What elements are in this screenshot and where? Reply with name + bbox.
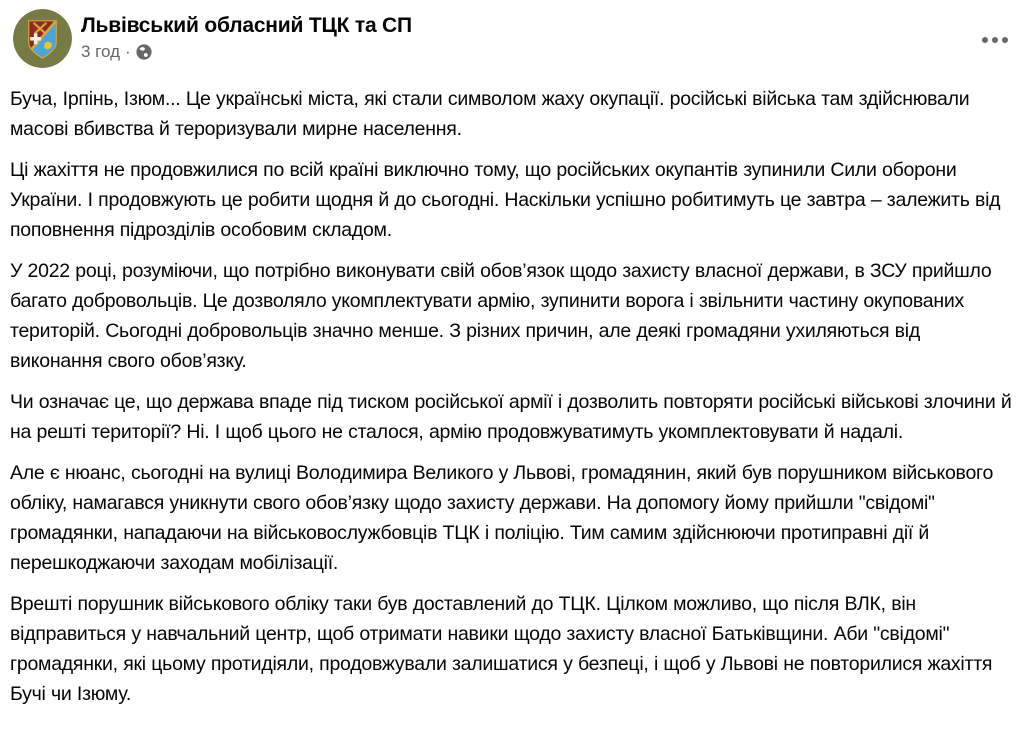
ellipsis-icon <box>982 37 988 43</box>
header-text <box>81 9 412 62</box>
post-text <box>0 80 1021 709</box>
timestamp-link[interactable]: 3 год <box>81 42 121 61</box>
page-name-link[interactable]: Львівський обласний ТЦК та СП <box>81 14 412 37</box>
post-paragraph: У 2022 році, розуміючи, що потрібно виконувати свій обов’язок щодо захисту власної держави, в ЗСУ прийшло багато добровольців. Це дозволяло укомплектувати армію, зупинити ворога і звільнити частину окупованих територій. Сьогодні добровольців значно менше. З різних причин, але деякі громадяни ухиляються від виконання свого обов’язку. <box>10 260 992 372</box>
meta-separator: · <box>125 42 131 61</box>
lviv-tcc-emblem-icon <box>13 9 72 68</box>
post-meta <box>81 42 412 62</box>
post-paragraph: Чи означає це, що держава впаде під тиском російської армії і дозволить повторяти російські військові злочини й на решті території? Ні. І щоб цього не сталося, армію продовжуватимуть укомплектовувати й надалі. <box>10 391 1012 443</box>
more-options-button[interactable] <box>975 26 1015 54</box>
post-paragraph: Буча, Ірпінь, Ізюм... Це українські міста, які стали символом жаху окупації. російські війська там здійснювали масові вбивства й тероризували мирне населення. <box>10 88 970 140</box>
post-paragraph: Врешті порушник військового обліку таки був доставлений до ТЦК. Цілком можливо, що після ВЛК, він відправиться у навчальний центр, щоб отримати навики щодо захисту власної Батьківщини. Аби "свідомі" громадянки, які цьому протидіяли, продовжували залишатися у безпеці, і щоб у Львові не повторилися жахіття Бучі чи Ізюму. <box>10 593 993 705</box>
globe-icon <box>136 44 152 60</box>
page-avatar[interactable] <box>13 9 72 68</box>
post-header <box>0 0 1021 80</box>
post-paragraph: Але є нюанс, сьогодні на вулиці Володимира Великого у Львові, громадянин, який був порушником військового обліку, намагався уникнути свого обов’язку щодо захисту держави. На допомогу йому прийшли "свідомі" громадянки, нападаючи на військовослужбовців ТЦК і поліцію. Тим самим здійснюючи протиправні дії й перешкоджаючи заходам мобілізації. <box>10 462 994 574</box>
ellipsis-icon <box>1002 37 1008 43</box>
post-paragraph: Ці жахіття не продовжилися по всій країні виключно тому, що російських окупантів зупинили Сили оборони України. І продовжують це робити щодня й до сьогодні. Наскільки успішно робитимуть це завтра – залежить від поповнення підрозділів особовим складом. <box>10 159 1001 241</box>
ellipsis-icon <box>992 37 998 43</box>
